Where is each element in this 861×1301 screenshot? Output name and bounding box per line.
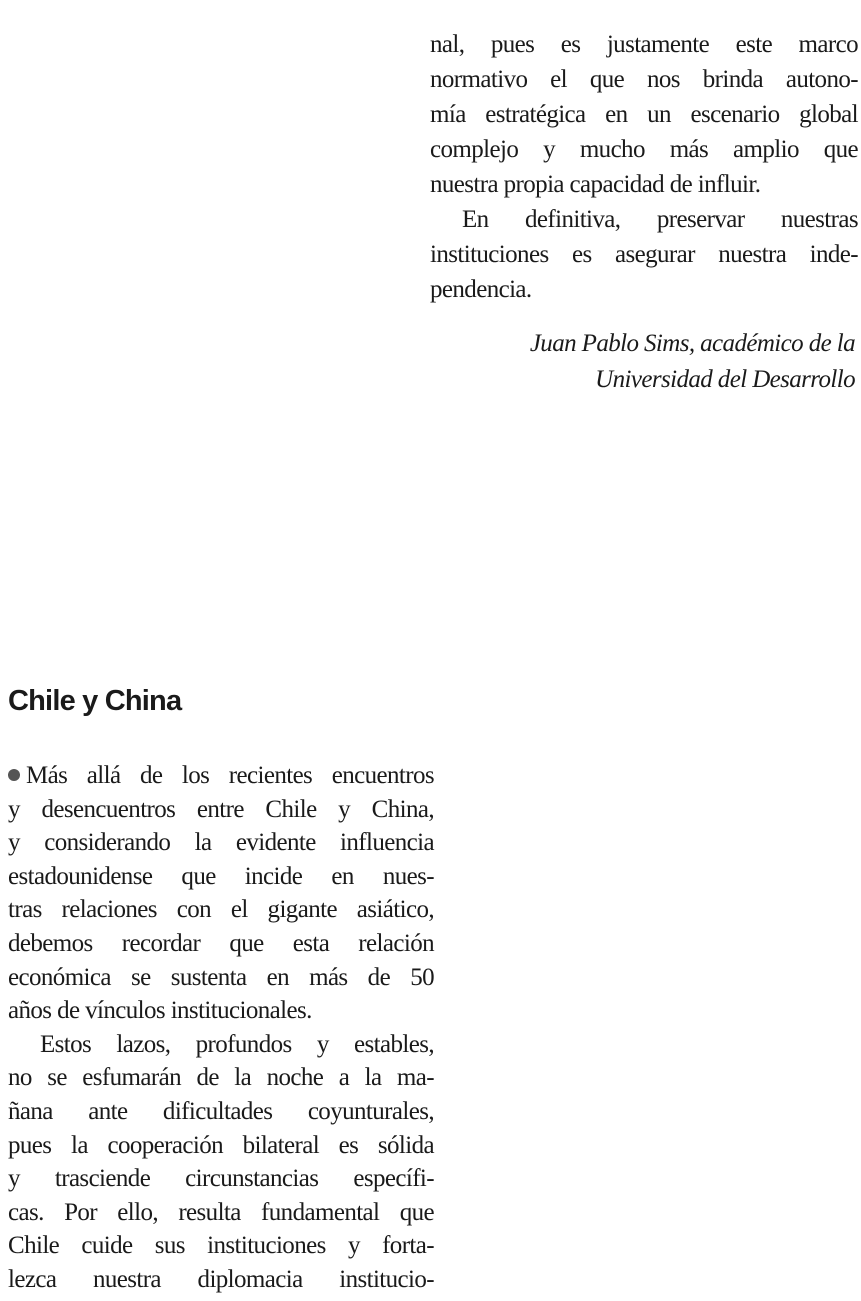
article-line: mía estratégica en un escenario global (430, 101, 858, 128)
article-line: y desencuentros entre Chile y China, (8, 795, 434, 823)
article-line: complejo y mucho más amplio que (430, 136, 858, 163)
article-line: debemos recordar que esta relación (8, 930, 434, 957)
article-line: ñana ante dificultades coyunturales, (8, 1098, 434, 1125)
article-line: pendencia. (430, 276, 532, 303)
article-line: normativo el que nos brinda autono- (430, 66, 858, 93)
article-line: nuestra propia capacidad de influir. (430, 171, 761, 198)
article-line: económica se sustenta en más de 50 (8, 963, 434, 991)
article-line: En definitiva, preservar nuestras (462, 206, 858, 233)
article-line: años de vínculos institucionales. (8, 997, 312, 1025)
article-line: y considerando la evidente influencia (8, 829, 434, 857)
article-line: pues la cooperación bilateral es sólida (8, 1131, 434, 1159)
article-line: Chile cuide sus instituciones y forta- (8, 1232, 434, 1260)
article-line: Estos lazos, profundos y estables, (40, 1030, 434, 1058)
article-line: Más allá de los recientes encuentros (26, 762, 434, 789)
article-line: y trasciende circunstancias específi- (8, 1165, 434, 1193)
article-line: instituciones es asegurar nuestra inde- (430, 241, 858, 268)
article-line: no se esfumarán de la noche a la ma- (8, 1064, 434, 1092)
author-signature-line-1: Juan Pablo Sims, académico de la (529, 330, 855, 357)
article-headline: Chile y China (8, 685, 182, 717)
article-line: cas. Por ello, resulta fundamental que (8, 1198, 434, 1226)
article-line: estadounidense que incide en nues- (8, 862, 434, 890)
article-line: nal, pues es justamente este marco (430, 31, 858, 58)
article-line: tras relaciones con el gigante asiático, (8, 896, 434, 924)
author-signature-line-2: Universidad del Desarrollo (595, 366, 855, 393)
article-first-line (8, 758, 434, 794)
article-line: lezca nuestra diplomacia institucio- (8, 1266, 434, 1293)
bullet-icon (8, 769, 20, 781)
